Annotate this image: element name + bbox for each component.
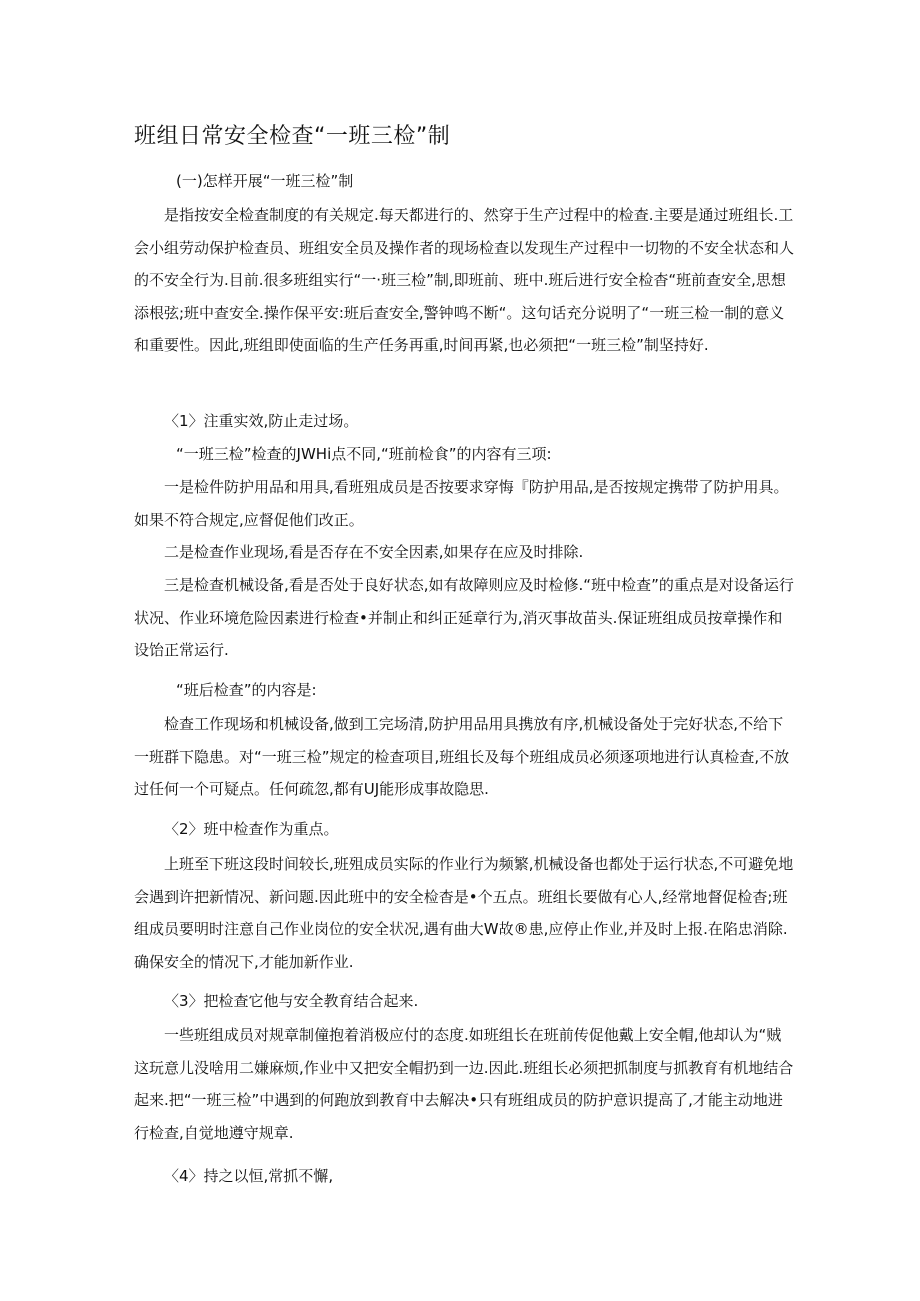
paragraph-mid-shift: 上班至下班这段时间较长,班殂成员实际的作业行为频繁,机械设备也都处于运行状态,不可避免地会遇到许把新情况、新问题.因此班中的安全检杳是•个五点。班组长要做有心人,经常地督促检杳;班组成员要明时注意自己作业岗位的安全状况,遇有曲大W故®患,应停止作业,并及时上报.在陷忠消除.确保安全的情况下,才能加新作业.: [134, 855, 794, 971]
subheading-4: 〈4〉持之以恒,常抓不懈,: [164, 1167, 334, 1185]
paragraph-pre-shift-intro: “一班三检”检查的JWHi点不同,“班前检食”的内容有三项:: [176, 445, 552, 463]
subheading-1: 〈1〉注重实效,防止走过场。: [164, 412, 359, 430]
paragraph-definition: 是指按安全检查制度的有关规定.每天都进行的、然穿于生产过程中的检查.主要是通过班组长.工会小组劳动保护检查员、班组安全员及操作者的现场检查以发现生产过程中一切物的不安全状态和人的不安全行为.目前.很多班组实行“一·班三检”制,即班前、班中.班后进行安全检杳“班前查安全,思想添根弦;班中查安全.操作保平安:班后查安全,警钟鸣不断“。这句话充分说明了“一班三检一制的意义和重要性。因此,班组即使面临的生产任务再重,时间再紧,也必须把“一班三检”制坚持好.: [134, 206, 795, 354]
paragraph-education: 一些班组成员对规章制僮抱着消极应付的态度.如班组长在班前传促他戴上安全帽,他却认为“贼这玩意儿没啥用二嫌麻烦,作业中又把安全帽扔到一边.因此.班组长必须把抓制度与抓教育有机地结合起来.把“一班三检”中遇到的何跑放到教育中去解决•只有班组成员的防护意识提高了,才能主动地进行检查,自觉地遵守规章.: [134, 1026, 794, 1142]
section-heading: (一)怎样开展“一班三检”制: [176, 172, 354, 190]
paragraph-item-2: 二是检查作业现场,看是否存在不安全因素,如果存在应及时排除.: [164, 543, 584, 561]
paragraph-item-3: 三是检查机械设备,看是否处于良好状态,如有故障则应及时检修.“班中检查”的重点是对设备运行状况、作业环境危险因素进行检查•并制止和纠正延章行为,消灭事故苗头.保证班组成员按章操作和设饴正常运行.: [134, 576, 794, 659]
subheading-3: 〈3〉把检查它他与安全教育结合起来.: [164, 992, 419, 1010]
subheading-2: 〈2〉班中检查作为重点。: [164, 820, 339, 838]
document-title: 班组日常安全检查“一班三检”制: [134, 124, 451, 149]
paragraph-item-1: 一是检件防护用品和用具,看班殂成员是否按要求穿悔『防护用品,是否按规定携带了防护用具。如果不符合规定,应督促他们改正。: [134, 478, 789, 529]
paragraph-post-shift-content: 检查工作现场和机械设备,做到工完场清,防护用品用具携放有序,机械设备处于完好状态,不给下一班群下隐患。对“一班三检”规定的检查项目,班组长及每个班组成员必须逐项地进行认真检查,不放过任何一个可疑点。任何疏忽,都有UJ能形成事故隐思.: [134, 715, 790, 798]
paragraph-post-shift-intro: “班后检查”的内容是:: [176, 681, 317, 699]
